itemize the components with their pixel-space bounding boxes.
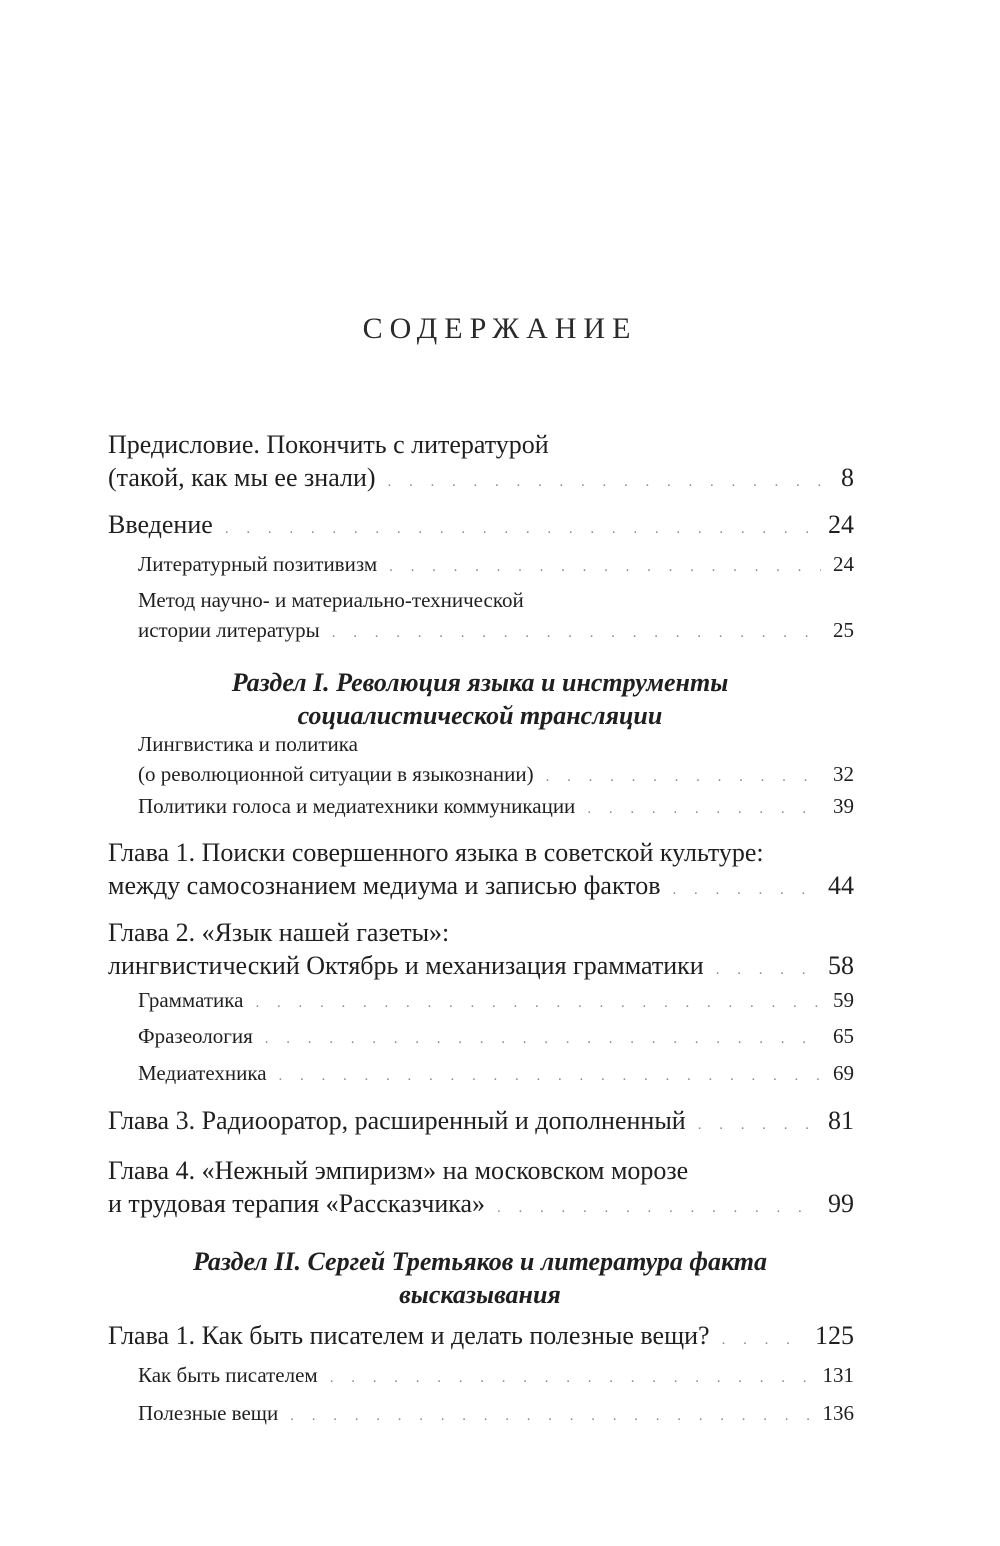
toc-entry-text: Глава 1. Как быть писателем и делать полезные вещи? [108, 1321, 710, 1350]
page-title: СОДЕРЖАНИЕ [362, 312, 638, 345]
section-title: высказывания [399, 1280, 561, 1309]
dot-leader [389, 552, 821, 582]
toc-entry-text: Глава 1. Поиски совершенного языка в советской культуре: [108, 838, 764, 867]
page-number: 125 [815, 1321, 854, 1350]
page-number: 59 [833, 988, 854, 1012]
toc-entry-text: Лингвистика и политика [138, 732, 358, 756]
toc-entry-text: Политики голоса и медиатехники коммуникации [138, 794, 576, 818]
toc-entry-chapter4 [108, 1154, 854, 1225]
toc-entry-text: Как быть писателем [138, 1363, 318, 1387]
toc-section-part1 [100, 666, 860, 732]
page-number: 44 [828, 871, 854, 900]
dot-leader [722, 1324, 803, 1357]
page-number: 136 [822, 1401, 854, 1425]
page-number: 81 [828, 1106, 854, 1135]
toc-entry-text: лингвистический Октябрь и механизация грамматики [108, 951, 704, 980]
toc-entry-text: Предисловие. Покончить с литературой [108, 430, 549, 459]
dot-leader [698, 1109, 816, 1142]
dot-leader [673, 874, 816, 907]
toc-subentry-linguistics [138, 729, 854, 792]
toc-entry-text: истории литературы [138, 618, 320, 642]
page-number: 39 [833, 794, 854, 818]
toc-entry-text: между самосознанием медиума и записью фактов [108, 871, 661, 900]
toc-entry-text: (о революционной ситуации в языкознании) [138, 762, 534, 786]
dot-leader [546, 762, 821, 792]
toc-entry-text: Глава 3. Радиооратор, расширенный и дополненный [108, 1106, 686, 1135]
dot-leader [255, 988, 821, 1018]
page-number: 24 [828, 510, 854, 539]
section-title: социалистической трансляции [297, 701, 663, 730]
toc-entry-text: Глава 2. «Язык нашей газеты»: [108, 918, 450, 947]
page-number: 58 [828, 951, 854, 980]
toc-subentry-voice [138, 791, 854, 824]
toc-subentry-mediatechnics [138, 1058, 854, 1091]
dot-leader [225, 513, 816, 546]
toc-entry-text: Метод научно- и материально-технической [138, 588, 524, 612]
dot-leader [279, 1061, 821, 1091]
toc-subentry-method [138, 585, 854, 648]
toc-entry-text: (такой, как мы ее знали) [108, 463, 376, 492]
dot-leader [290, 1401, 810, 1431]
toc-entry-text: Глава 4. «Нежный эмпиризм» на московском морозе [108, 1156, 689, 1185]
dot-leader [716, 954, 816, 987]
toc-entry-intro [108, 508, 854, 546]
toc-subentry-positivism [138, 549, 854, 582]
toc-section-part2 [100, 1245, 860, 1311]
toc-entry-chapter2 [108, 916, 854, 987]
page-number: 25 [833, 618, 854, 642]
toc-subentry-phraseology [138, 1021, 854, 1054]
toc-subentry-writer [138, 1360, 854, 1393]
toc-subentry-useful-things [138, 1398, 854, 1431]
page-number: 32 [833, 762, 854, 786]
page-number: 99 [828, 1189, 854, 1218]
toc-entry-text: Медиатехника [138, 1061, 267, 1085]
page-number: 65 [833, 1024, 854, 1048]
toc-entry-text: Литературный позитивизм [138, 552, 378, 576]
dot-leader [587, 794, 821, 824]
toc-subentry-grammar [138, 985, 854, 1018]
page-number: 24 [833, 552, 854, 576]
toc-entry-text: Полезные вещи [138, 1401, 279, 1425]
toc-entry-text: и трудовая терапия «Рассказчика» [108, 1189, 486, 1218]
toc-entry-chapter1 [108, 836, 854, 907]
toc-entry-preface [108, 428, 854, 499]
toc-entry-text: Фразеология [138, 1024, 253, 1048]
section-title: Раздел I. Революция языка и инструменты [231, 668, 729, 697]
toc-entry-text: Введение [108, 510, 213, 539]
page-number: 69 [833, 1061, 854, 1085]
section-title: Раздел II. Сергей Третьяков и литература факта [192, 1247, 768, 1276]
dot-leader [497, 1192, 816, 1225]
dot-leader [330, 1363, 811, 1393]
toc-entry-chapter3 [108, 1104, 854, 1142]
dot-leader [332, 618, 821, 648]
dot-leader [265, 1024, 821, 1054]
dot-leader [388, 466, 829, 499]
toc-entry-part2-chapter1 [108, 1319, 854, 1357]
toc-entry-text: Грамматика [138, 988, 244, 1012]
page-number: 131 [822, 1363, 854, 1387]
page-number: 8 [841, 463, 854, 492]
